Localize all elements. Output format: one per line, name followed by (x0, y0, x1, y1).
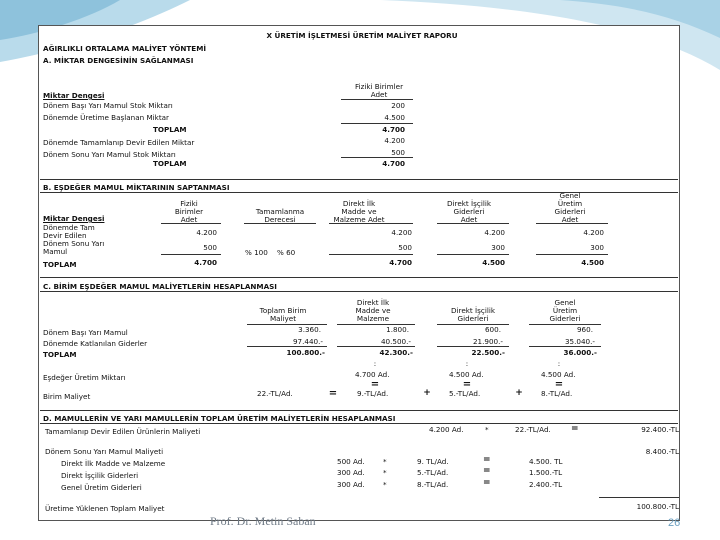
d-finished-total: 92.400.-TL (641, 425, 679, 434)
d-multiply-sign: * (383, 480, 387, 489)
division-sign: : (557, 359, 561, 368)
equals-sign: = (483, 455, 491, 465)
b-header: Genel Üretim Giderleri Adet (554, 191, 586, 224)
d-finished-label: Tamamlanıp Devir Edilen Ürünlerin Maliyeti (45, 427, 201, 436)
equals-sign: = (370, 379, 380, 390)
rule (437, 346, 509, 347)
c-unit-value: 5.-TL/Ad. (449, 389, 481, 398)
b-row-label: Dönemde Tam Devir Edilen (43, 223, 95, 240)
b-row-label: Dönem Sonu Yarı Mamul (43, 239, 105, 256)
a-row-value: 500 (391, 148, 405, 157)
d-multiply-sign: * (383, 468, 387, 477)
equals-sign: = (328, 388, 338, 399)
report-sheet (38, 25, 680, 521)
d-wip-row-label: Direkt İşçilik Giderleri (61, 471, 139, 480)
d-wip-amount: 2.400.-TL (529, 480, 563, 489)
c-cell: 960. (576, 325, 593, 334)
c-cell: 97.440.- (292, 337, 323, 346)
equals-sign: = (462, 379, 472, 390)
d-wip-qty: 300 Ad. (337, 468, 365, 477)
equals-sign: = (483, 478, 491, 488)
section-divider (40, 277, 678, 278)
c-total-cell: 42.300.- (379, 348, 413, 357)
equals-sign: = (571, 424, 579, 434)
b-total-label: TOPLAM (43, 260, 77, 269)
rule (437, 223, 509, 224)
d-multiply-sign: * (485, 425, 489, 434)
b-cell: 4.200 (484, 228, 505, 237)
c-division-value: 4.500 Ad. (449, 370, 484, 379)
d-wip-qty: 500 Ad. (337, 457, 365, 466)
report-title: X ÜRETİM İŞLETMESİ ÜRETİM MALİYET RAPORU (266, 31, 458, 40)
c-cell: 35.040.- (564, 337, 595, 346)
d-finished-qty: 4.200 Ad. (429, 425, 464, 434)
b-cell: 4.200 (583, 228, 604, 237)
c-header: Direkt İşçilik Giderleri (451, 306, 495, 323)
section-divider (40, 291, 678, 292)
d-wip-amount: 4.500. TL (529, 457, 563, 466)
plus-sign: + (423, 388, 431, 398)
report-method: AĞIRLIKLI ORTALAMA MALİYET YÖNTEMİ (43, 44, 207, 53)
d-wip-row-label: Direkt İlk Madde ve Malzeme (61, 459, 166, 468)
c-row-label: Dönem Başı Yarı Mamul (43, 328, 128, 337)
d-wip-label: Dönem Sonu Yarı Mamul Maliyeti (45, 447, 164, 456)
rule (536, 223, 608, 224)
rule (341, 123, 413, 124)
b-header: Tamamlanma Derecesi (255, 207, 305, 224)
d-finished-unit: 22.-TL/Ad. (515, 425, 551, 434)
rule (529, 346, 601, 347)
section-d-title: D. MAMULLERİN VE YARI MAMULLERİN TOPLAM ÜRETİM MALİYETLERİN HESAPLANMASI (43, 414, 396, 423)
rule (247, 346, 327, 347)
c-row-label: Dönemde Katlanılan Giderler (43, 339, 148, 348)
b-header: Direkt İşçilik Giderleri Adet (447, 199, 491, 224)
d-wip-amount: 1.500.-TL (529, 468, 563, 477)
a-row-label: Dönemde Tamamlanıp Devir Edilen Miktar (43, 138, 195, 147)
equals-sign: = (554, 379, 564, 390)
d-grand-total: 100.800.-TL (636, 502, 679, 511)
section-a-col-header: Fiziki Birimler Adet (354, 82, 404, 99)
b-cell: 300 (491, 243, 505, 252)
a-total-label: TOPLAM (153, 159, 187, 168)
c-division-value: 4.500 Ad. (541, 370, 576, 379)
section-c-title: C. BİRİM EŞDEĞER MAMUL MALİYETLERİN HESAPLANMASI (43, 282, 277, 291)
c-total-label: TOPLAM (43, 350, 77, 359)
c-total-cell: 100.800.- (286, 348, 325, 357)
b-header: Fiziki Birimler Adet (174, 199, 204, 224)
section-a-label: Miktar Dengesi (43, 91, 105, 100)
a-row-label: Dönem Sonu Yarı Mamul Stok Miktarı (43, 150, 176, 159)
rule (337, 346, 415, 347)
b-total-cell: 4.700 (389, 258, 412, 267)
a-row-label: Dönem Başı Yarı Mamul Stok Miktarı (43, 101, 173, 110)
a-row-value: 4.500 (384, 113, 405, 122)
b-cell: 4.200 (391, 228, 412, 237)
b-cell: 500 (398, 243, 412, 252)
rule (599, 497, 679, 498)
c-header: Genel Üretim Giderleri (549, 298, 581, 323)
b-header: Direkt İlk Madde ve Malzeme Adet (333, 199, 385, 224)
plus-sign: + (515, 388, 523, 398)
a-total-value: 4.700 (382, 159, 405, 168)
section-b-label: Miktar Dengesi (43, 214, 105, 223)
c-total-cell: 22.500.- (471, 348, 505, 357)
c-unit-value: 9.-TL/Ad. (357, 389, 389, 398)
section-a-title: A. MİKTAR DENGESİNİN SAĞLANMASI (43, 56, 194, 65)
b-completion: % 100 % 60 (245, 248, 296, 257)
d-grand-label: Üretime Yüklenen Toplam Maliyet (45, 504, 165, 513)
footer-author: Prof. Dr. Metin Saban (210, 514, 316, 528)
c-header: Toplam Birim Maliyet (259, 306, 307, 323)
rule (161, 254, 221, 255)
c-division-value: 4.700 Ad. (355, 370, 390, 379)
rule (437, 254, 509, 255)
section-divider (40, 410, 678, 411)
b-total-cell: 4.700 (194, 258, 217, 267)
d-wip-unit: 5.-TL/Ad. (417, 468, 449, 477)
rule (341, 99, 413, 100)
division-sign: : (373, 359, 377, 368)
a-row-value: 200 (391, 101, 405, 110)
d-wip-unit: 8.-TL/Ad. (417, 480, 449, 489)
rule (244, 223, 316, 224)
d-wip-qty: 300 Ad. (337, 480, 365, 489)
rule (536, 254, 608, 255)
b-cell: 500 (203, 243, 217, 252)
b-cell: 4.200 (196, 228, 217, 237)
c-unit-total: 22.-TL/Ad. (257, 389, 293, 398)
equals-sign: = (483, 466, 491, 476)
c-cell: 600. (484, 325, 501, 334)
b-total-cell: 4.500 (482, 258, 505, 267)
section-divider (40, 179, 678, 180)
a-row-value: 4.200 (384, 136, 405, 145)
c-total-cell: 36.000.- (563, 348, 597, 357)
a-total-value: 4.700 (382, 125, 405, 134)
b-cell: 300 (590, 243, 604, 252)
c-cell: 3.360. (298, 325, 321, 334)
a-total-label: TOPLAM (153, 125, 187, 134)
rule (329, 254, 413, 255)
d-wip-total: 8.400.-TL (645, 447, 679, 456)
rule (161, 223, 221, 224)
division-sign: : (465, 359, 469, 368)
c-unit-label: Birim Maliyet (43, 392, 91, 401)
a-row-label: Dönemde Üretime Başlanan Miktar (43, 113, 170, 122)
c-cell: 21.900.- (472, 337, 503, 346)
c-unit-value: 8.-TL/Ad. (541, 389, 573, 398)
c-cell: 1.800. (386, 325, 409, 334)
c-header: Direkt İlk Madde ve Malzeme (355, 298, 391, 323)
c-division-label: Eşdeğer Üretim Miktarı (43, 373, 126, 382)
section-b-title: B. EŞDEĞER MAMUL MİKTARININ SAPTANMASI (43, 183, 230, 192)
rule (341, 157, 413, 158)
section-divider (40, 423, 678, 424)
rule (329, 223, 413, 224)
page-number: 26 (668, 517, 681, 529)
d-multiply-sign: * (383, 457, 387, 466)
b-total-cell: 4.500 (581, 258, 604, 267)
d-wip-unit: 9. TL/Ad. (417, 457, 449, 466)
d-wip-row-label: Genel Üretim Giderleri (61, 483, 142, 492)
c-cell: 40.500.- (380, 337, 411, 346)
